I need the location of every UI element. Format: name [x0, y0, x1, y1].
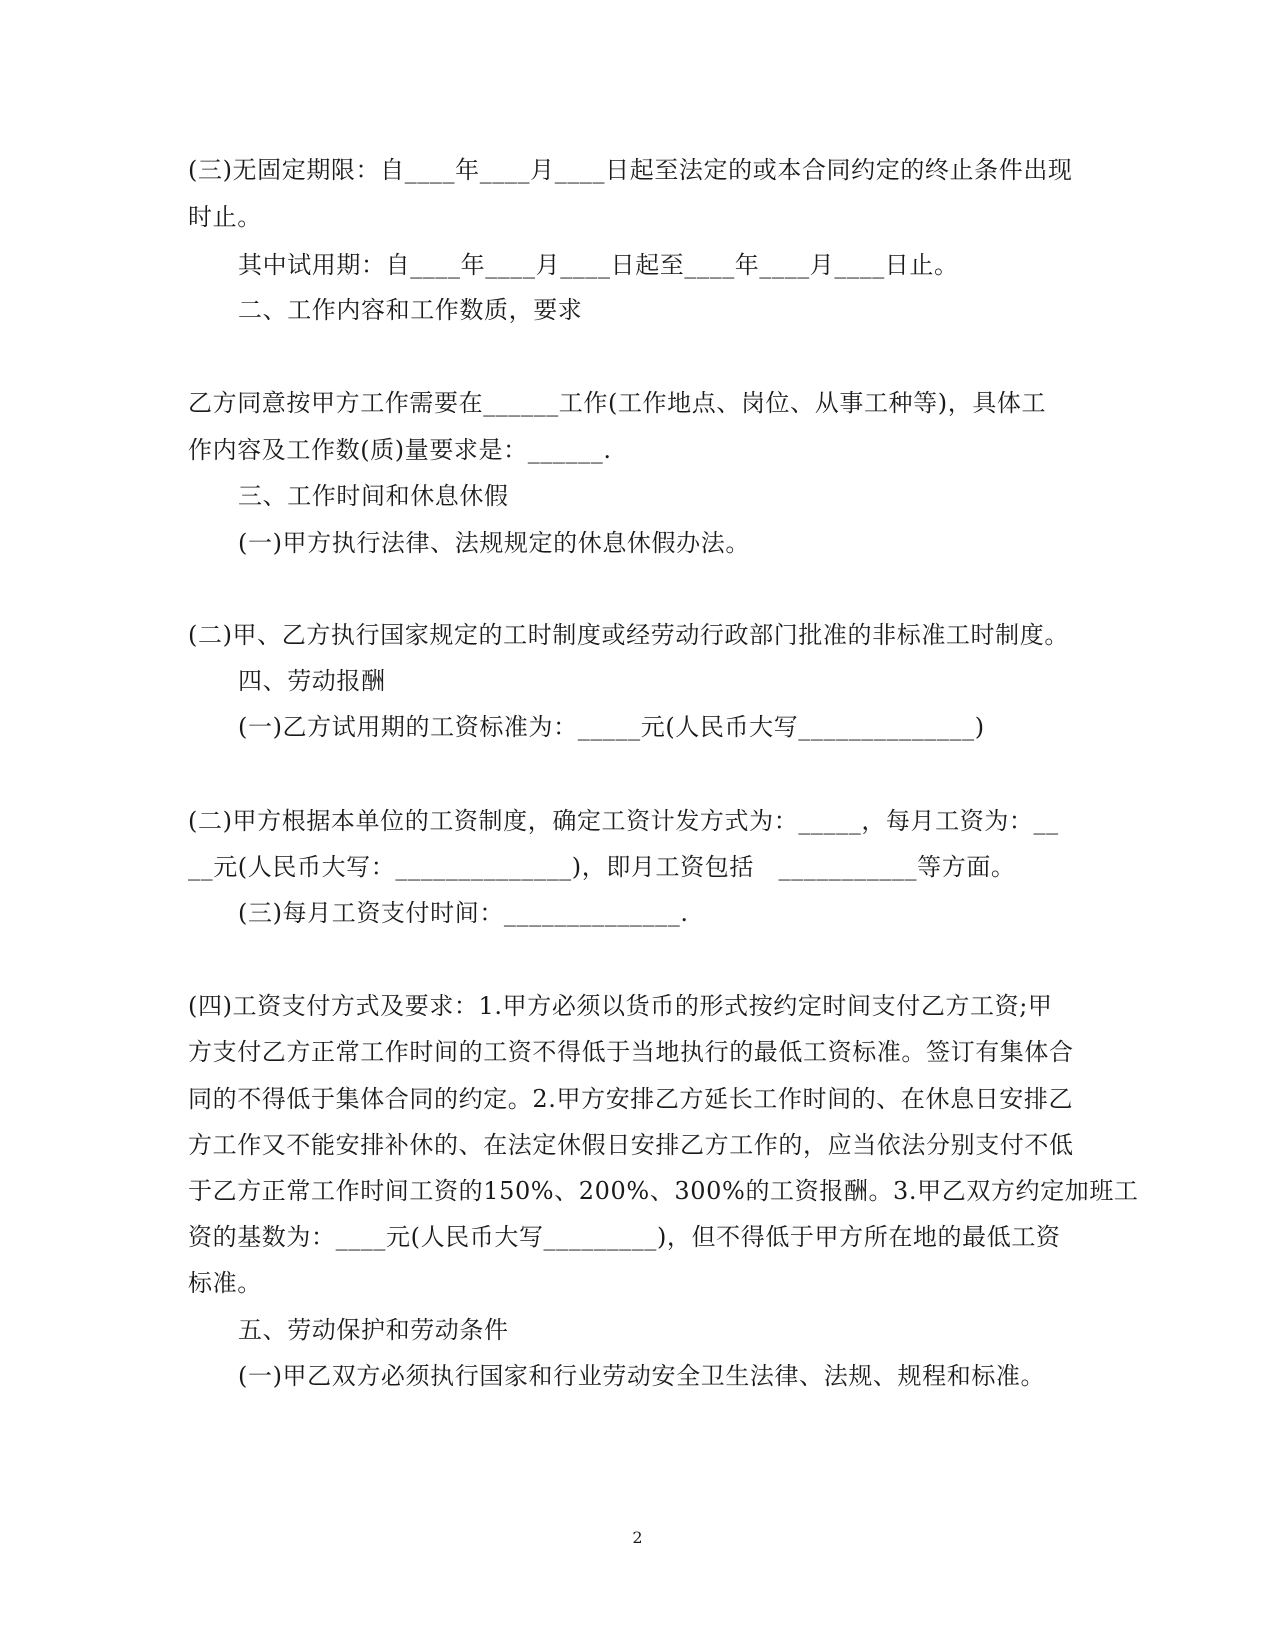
text-line: 其中试用期：自____年____月____日起至____年____月____日止。 — [238, 251, 959, 279]
text-line: 乙方同意按甲方工作需要在______工作(工作地点、岗位、从事工种等)，具体工 — [188, 389, 1047, 417]
page-number: 2 — [632, 1528, 643, 1547]
text-line: 于乙方正常工作时间工资的150%、200%、300%的工资报酬。3.甲乙双方约定加班工 — [188, 1177, 1139, 1205]
text-line: (一)乙方试用期的工资标准为：_____元(人民币大写______________) — [238, 713, 985, 741]
text-line: 方支付乙方正常工作时间的工资不得低于当地执行的最低工资标准。签订有集体合 — [188, 1038, 1074, 1066]
text-line: (四)工资支付方式及要求：1.甲方必须以货币的形式按约定时间支付乙方工资;甲 — [188, 992, 1053, 1020]
text-line: 资的基数为：____元(人民币大写_________)，但不得低于甲方所在地的最低工资 — [188, 1223, 1061, 1251]
section-heading: 三、工作时间和休息休假 — [238, 482, 509, 510]
text-line: 标准。 — [188, 1269, 262, 1297]
text-line: (二)甲方根据本单位的工资制度，确定工资计发方式为：_____，每月工资为：__ — [188, 807, 1059, 835]
section-heading: 四、劳动报酬 — [238, 667, 386, 695]
text-line: 方工作又不能安排补休的、在法定休假日安排乙方工作的，应当依法分别支付不低 — [188, 1131, 1074, 1159]
text-line: __元(人民币大写：______________)，即月工资包括 ___________等方面。 — [188, 853, 1016, 881]
text-line: 时止。 — [188, 203, 262, 231]
section-heading: 二、工作内容和工作数质，要求 — [238, 296, 583, 324]
text-line: (三)每月工资支付时间：______________. — [238, 899, 689, 927]
text-line: (二)甲、乙方执行国家规定的工时制度或经劳动行政部门批准的非标准工时制度。 — [188, 621, 1069, 649]
text-line: (一)甲乙双方必须执行国家和行业劳动安全卫生法律、法规、规程和标准。 — [238, 1362, 1046, 1390]
text-line: 同的不得低于集体合同的约定。2.甲方安排乙方延长工作时间的、在休息日安排乙 — [188, 1085, 1074, 1113]
text-line: (三)无固定期限：自____年____月____日起至法定的或本合同约定的终止条件出现 — [188, 156, 1073, 184]
text-line: (一)甲方执行法律、法规规定的休息休假办法。 — [238, 529, 750, 557]
text-line: 作内容及工作数(质)量要求是：______. — [188, 436, 612, 464]
section-heading: 五、劳动保护和劳动条件 — [238, 1316, 509, 1344]
